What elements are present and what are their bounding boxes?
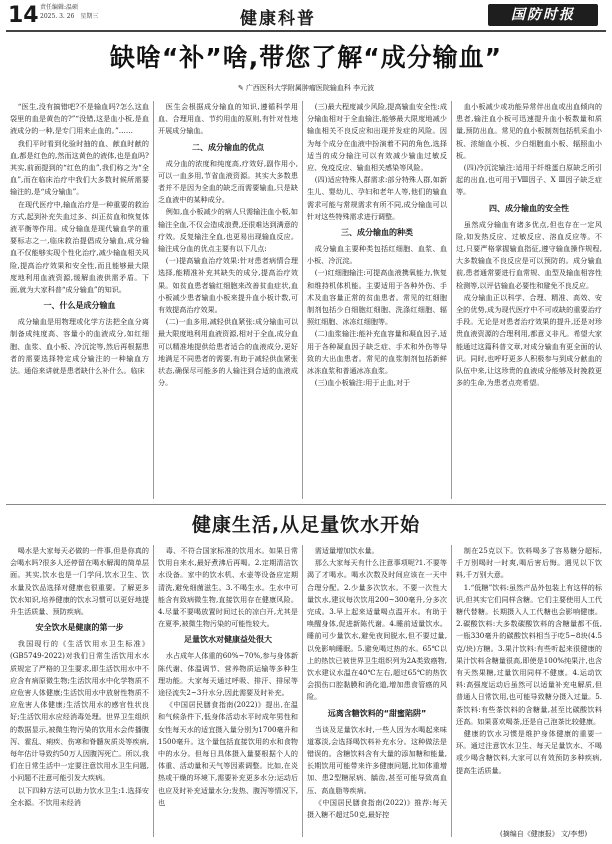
article2-headline: 健康生活,从足量饮水开始	[191, 514, 421, 536]
paragraph: (二)一血多用,减轻供血紧张:成分输血可以最大限度地利用血液资源,相对于全血,成分血可以精准地提供给患者适合的血液成分,更好地满足不同患者的需要,有助于减轻供血紧张状态,确保尽可能多的人输注到合适的血液成分。	[158, 317, 298, 388]
paragraph: 医生会根据成分输血的知识,遵循科学用血、合理用血、节约用血的原则,有针对性地开展成分输血。	[158, 102, 298, 136]
column-divider	[153, 101, 154, 499]
column-divider	[451, 545, 452, 837]
masthead-rule	[6, 30, 606, 32]
paragraph: (四)适应特殊人群需求:部分特殊人群,如新生儿、婴幼儿、孕妇和老年人等,他们的输血需求可能与常规需求有所不同,成分输血可以针对这些特殊需求进行调整。	[307, 175, 447, 221]
byline-text: 广西医科大学附属肿瘤医院输血科 李元波	[245, 84, 375, 92]
subheading: 四、成分输血的安全性	[489, 203, 569, 213]
subheading: 二、成分输血的优点	[192, 142, 264, 152]
editor-credit: 责任编辑:温硕	[40, 4, 79, 11]
column-divider	[153, 545, 154, 837]
paragraph: (一)红细胞输注:可提高血液携氧能力,恢复和维持机体机能。主要适用于各种外伤、手术及血容量正常的贫血患者。常见的红细胞制剂包括少白细胞红细胞、洗涤红细胞、辐照红细胞、冰冻红细胞等。	[307, 268, 447, 327]
subheading: 足量饮水对健康益处很大	[184, 635, 272, 645]
paragraph: (四)冷沉淀输注:适用于纤维蛋白原缺乏所引起的出血,也可用于Ⅷ因子、Ⅹ Ⅲ因子缺乏症等。	[456, 163, 602, 197]
article2-source-credit: (摘编自《健康报》 文/李想)	[500, 830, 588, 838]
section-title: 健康科普	[240, 9, 316, 29]
article2-column-4	[456, 545, 602, 777]
column-divider	[302, 545, 303, 837]
paragraph: (一)提高输血治疗效果:针对患者病情合理选择,能精准补充其缺失的成分,提高治疗效果。如贫血患者输红细胞来改善贫血症状,血小板减少患者输血小板来提升血小板计数,可有效提高治疗效果。	[158, 256, 298, 315]
paragraph: (三)血小板输注:用于止血,对于	[314, 378, 411, 388]
newspaper-logo-text: 国防时报	[511, 7, 575, 23]
paragraph: 成分血的浓度和纯度高,疗效好,副作用小,可以一血多用,节省血液资源。其实大多数患者并不是因为全血的缺乏而需要输血,只是缺乏血液中的某种成分。	[158, 158, 298, 205]
article1-headline: 缺啥“补”啥,带您了解“成分输血”	[109, 43, 503, 72]
article-separator	[6, 504, 606, 505]
subheading: 远离含糖饮料的“甜蜜陷阱”	[327, 708, 427, 718]
paragraph: 需适量增加饮水量。	[314, 546, 379, 555]
article1-column-2	[158, 101, 298, 389]
article1-column-1	[10, 101, 149, 377]
paragraph: 在现代医疗中,输血治疗是一种重要的救治方式,起到补充失血过多、纠正贫血和恢复体液平衡等作用。成分输血是现代输血学的重要标志之一,临床救治提倡成分输血,成分输血不仅能够实现个性化治疗,减少输血相关风险,提高治疗效果和安全性,而且能够最大限度地利用血液资源,缓解血液供需矛盾。下面,就为大家科普“成分输血”的知识。	[10, 199, 149, 295]
paragraph: 以下四种方法可以助力饮水卫生:1.选择安全水源。不饮用未经消	[10, 785, 149, 807]
paragraph: 喝水是大家每天必做的一件事,但是你真的会喝水吗?很多人还停留在喝水解渴的简单层面。其实,饮水也是一门学问,饮水卫生、饮水量及饮品选择对健康也很重要。了解更多饮水知识,培养健康的饮水习惯可以更好地提升生活质量、预防疾病。	[10, 546, 149, 617]
paragraph: (三)最大程度减少风险,提高输血安全性:成分输血相对于全血输注,能够最大限度地减少输血相关不良反应和出现并发症的风险。因为每个成分在血液中扮演着不同的角色,选择适当的成分输注可以有效减少输血过敏反应、免疫反应、输血相关感染等风险。	[307, 102, 447, 173]
paragraph: 我国现行的《生活饮用水卫生标准》(GB5749-2022)对我们日常生活饮用水水质规定了严格的卫生要求,即生活饮用水中不应含有病原微生物;生活饮用水中化学物质不应危害人体健康;生活饮用水中放射性物质不应危害人体健康;生活饮用水的感官性状良好;生活饮用水应经消毒处理。世界卫生组织的数据显示,被微生物污染的饮用水会传播腹泻、霍乱、痢疾、伤寒和脊髓灰质炎等疾病,每年估计导致约50万人因腹泻死亡。所以,我们在日常生活中一定要注意饮用水卫生问题,小问题不注意可能引发大疾病。	[10, 639, 149, 783]
paragraph: 《中国居民膳食指南(2022)》推荐:每天摄入糖不超过50克,最好控	[307, 797, 447, 820]
paragraph: 健康的饮水习惯是维护身体健康的重要一环。通过注意饮水卫生、每天足量饮水、不喝或少喝含糖饮料,大家可以有效预防多种疾病,提高生活质量。	[456, 729, 602, 775]
article2-column-3	[307, 545, 447, 821]
column-divider	[451, 101, 452, 499]
paragraph: 《中国居民膳食指南(2022)》提出,在温和气候条件下,低身体活动水平时成年男性和女性每天水的适宜摄入量分别为1700毫升和1500毫升。这个量包括直接饮用的水和食物中的水分。但每日具体摄入量要根据个人的体重、活动量和天气等因素调整。比如,在炎热或干燥的环境下,需要补充更多水分;运动后也应及时补充适量水分;发热、腹泻等情况下,也	[158, 700, 298, 807]
paragraph: 成分输血是用物理或化学方法把全血分离制备成纯度高、容量小的血液成分,如红细胞、血浆、血小板、冷沉淀等,然后再根据患者的需要选择特定成分输注的一种输血方法。通俗来讲就是患者缺什么补什么。临床	[10, 317, 149, 376]
paragraph: 制在25克以下。饮料喝多了容易糖分超标,千万别喝时一时爽,喝后害后悔。遇见以下饮料,千万别大意。	[456, 546, 602, 580]
paragraph: 毒、不符合国家标准的饮用水。如果日常饮用自来水,最好煮沸后再喝。2.定期清洁饮水设备。家中的饮水机、水壶等设备应定期清洗,避免细菌滋生。3.不喝生水。生水中可能含有致病微生物,直接饮用存在健康风险。4.尽量不要喝放置时间过长的凉白开,尤其是在夏季,被微生物污染的可能性较大。	[158, 546, 298, 629]
paragraph: 当谈及足量饮水时,一些人因为水喝起来味道寡淡,会选择喝饮料补充水分。这种做法是错误的。含糖饮料含有大量的添加糖和能量,长期饮用可能带来许多健康问题,比如体重增加、患2型糖尿病、龋齿,甚至可能导致高血压、高血脂等疾病。	[307, 724, 447, 795]
paragraph: 那么大家每天有什么注意事项呢?1.不要等渴了才喝水。喝水次数及时间应该在一天中合理分配。2.少量多次饮水。不要一次性大量饮水,建议每次饮用200~300毫升,分多次完成。3.早上起来适量喝点温开水。有助于唤醒身体,促进新陈代谢。4.睡前适量饮水。睡前可少量饮水,避免夜间脱水,但不要过量,以免影响睡眠。5.避免喝过热的水。65℃以上的热饮已被世界卫生组织列为2A类致癌物,饮水建议水温在40℃左右,超过65℃的热饮会损伤口腔黏膜和消化道,增加患食管癌的风险。	[307, 558, 447, 702]
article1-column-3	[307, 101, 447, 389]
subheading: 安全饮水是健康的第一步	[35, 623, 124, 633]
dateline: 2025. 3. 26 星期三	[40, 13, 99, 20]
article1-byline: ✎ 广西医科大学附属肿瘤医院输血科 李元波	[237, 84, 375, 92]
masthead	[0, 0, 612, 32]
subheading: 三、成分输血的种类	[341, 228, 413, 238]
paragraph: 成分输血正以科学、合理、精准、高效、安全的优势,成为现代医疗中不可或缺的重要治疗手段。无论是对患者治疗效果的提升,还是对珍贵血液资源的合理利用,都意义非凡。希望大家能通过这篇科普文章,对成分输血有更全面的认识。同时,也呼吁更多人积极参与到成分献血的队伍中来,让这珍贵的血液成分能够及时挽救更多的生命,为患者点亮希望。	[456, 292, 602, 388]
article1-column-4	[456, 101, 602, 389]
paragraph: 成分输血主要种类包括红细胞、血浆、血小板、冷沉淀。	[307, 244, 447, 266]
paragraph: 血小板减少或功能异常伴出血或出血倾向的患者,输注血小板可迅速提升血小板数量和质量,预防出血。常见的血小板制剂包括机采血小板、浓缩血小板、少白细胞血小板、辐照血小板。	[456, 102, 602, 160]
paragraph: (二)血浆输注:能补充血容量和凝血因子,适用于各种凝血因子缺乏症、手术和外伤等导致的大出血患者。常见的血浆制剂包括新鲜冰冻血浆和普通冰冻血浆。	[307, 329, 447, 376]
article2-column-2	[158, 545, 298, 809]
paragraph: 1.“低糖”饮料:虽然产品外包装上有这样的标识,但其实它们同样含糖。它们主要使用人工代糖代替糖。长期摄入人工代糖也会影响健康。2.碳酸饮料:大多数碳酸饮料的含糖量都不低,一瓶330毫升的碳酸饮料相当于吃5~8块(4.5克/块)方糖。3.果汁饮料:有些听起来很健康的果汁饮料含糖量很高,即使是100%纯果汁,也含有天然果糖,过量饮用同样不健康。4.运动饮料:高强度运动后虽然可以适量补充电解质,但普通人日常饮用,也可能导致糖分摄入过量。5.茶饮料:有些茶饮料的含糖量,甚至比碳酸饮料还高。如果喜欢喝茶,还是自己泡茶比较健康。	[456, 582, 602, 726]
column-divider	[302, 101, 303, 499]
paragraph: 水占成年人体重的60%~70%,参与身体新陈代谢、体温调节、营养物质运输等多种生理功能。大家每天通过呼吸、排汗、排尿等途径流失2~3升水分,因此需要及时补充。	[158, 651, 298, 698]
paragraph: 例如,血小板减少的病人只需输注血小板,如输注全血,不仅会造成浪费,还很难达到满意的疗效。反复输注全血,也更易出现输血反应。输注成分血的优点主要有以下几点:	[158, 207, 298, 254]
paragraph: 虽然成分输血有诸多优点,但也存在一定风险,如发热反应、过敏反应、溶血反应等。不过,只要严格掌握输血指征,遵守输血操作规程,大多数输血不良反应是可以预防的。成分输血前,患者通常要进行血常规、血型及输血相容性检测等,以评估输血必要性和避免不良反应。	[456, 219, 602, 290]
subheading: 一、什么是成分输血	[43, 301, 116, 311]
page-number: 14	[8, 3, 39, 28]
newspaper-logo	[488, 4, 598, 26]
paragraph: 我们平时看到化验时抽的血、献血时献的血,都是红色的,然而这黄色的液体,也是血吗?其实,前面提到的“红色的血”,我们称之为“全血”,而在临床治疗中我们大多数时候所需要输注的,是“成分输血”。	[10, 138, 149, 197]
paragraph: “医生,没有搞错吧?不是输血吗?怎么这血袋里的血是黄色的?”“没错,这是血小板,是血液成分的一种,是专门用来止血的。”……	[10, 102, 149, 136]
article2-column-1	[10, 545, 149, 809]
